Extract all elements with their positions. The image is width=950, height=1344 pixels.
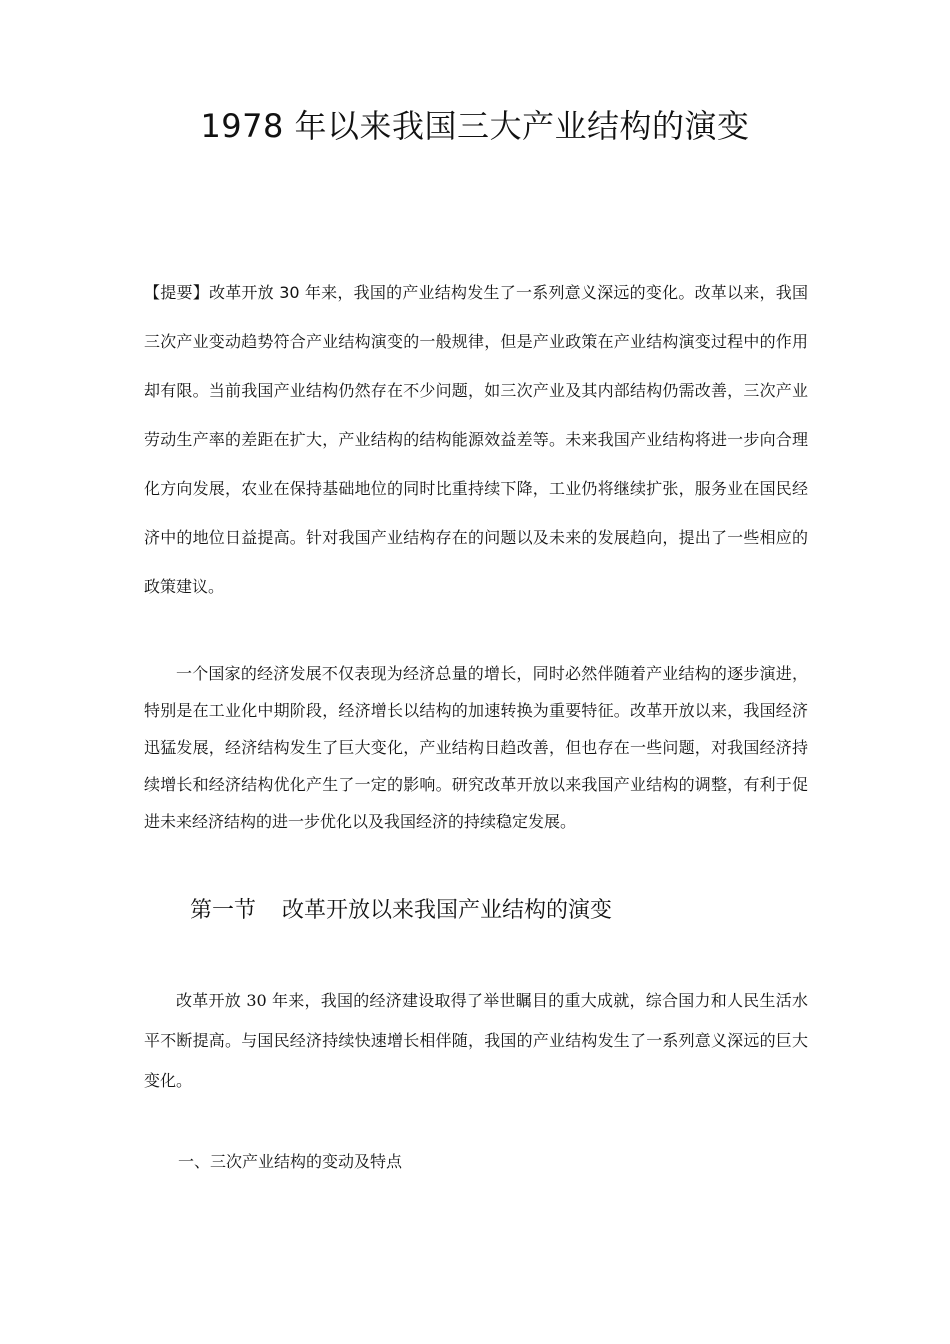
- section-title: 改革开放以来我国产业结构的演变: [282, 898, 613, 923]
- abstract-label: 【提要】: [144, 283, 209, 302]
- section-heading: [190, 894, 612, 928]
- section-number: 第一节: [190, 898, 257, 923]
- intro-paragraph: 一个国家的经济发展不仅表现为经济总量的增长，同时必然伴随着产业结构的逐步演进，特别是在工业化中期阶段，经济增长以结构的加速转换为重要特征。改革开放以来，我国经济迅猛发展，经济结构发生了巨大变化，产业结构日趋改善，但也存在一些问题，对我国经济持续增长和经济结构优化产生了一定的影响。研究改革开放以来我国产业结构的调整，有利于促进未来经济结构的进一步优化以及我国经济的持续稳定发展。: [144, 664, 808, 831]
- document-title: 1978 年以来我国三大产业结构的演变: [200, 107, 750, 145]
- abstract-paragraph: [144, 268, 808, 611]
- section-paragraph: 改革开放 30 年来，我国的经济建设取得了举世瞩目的重大成就，综合国力和人民生活水平不断提高。与国民经济持续快速增长相伴随，我国的产业结构发生了一系列意义深远的巨大变化。: [144, 991, 808, 1090]
- subsection-heading: 一、三次产业结构的变动及特点: [178, 1152, 403, 1171]
- abstract-text: 改革开放 30 年来，我国的产业结构发生了一系列意义深远的变化。改革以来，我国三次产业变动趋势符合产业结构演变的一般规律，但是产业政策在产业结构演变过程中的作用却有限。当前我国产业结构仍然存在不少问题，如三次产业及其内部结构仍需改善，三次产业劳动生产率的差距在扩大，产业结构的结构能源效益差等。未来我国产业结构将进一步向合理化方向发展，农业在保持基础地位的同时比重持续下降，工业仍将继续扩张，服务业在国民经济中的地位日益提高。针对我国产业结构存在的问题以及未来的发展趋向，提出了一些相应的政策建议。: [144, 283, 808, 596]
